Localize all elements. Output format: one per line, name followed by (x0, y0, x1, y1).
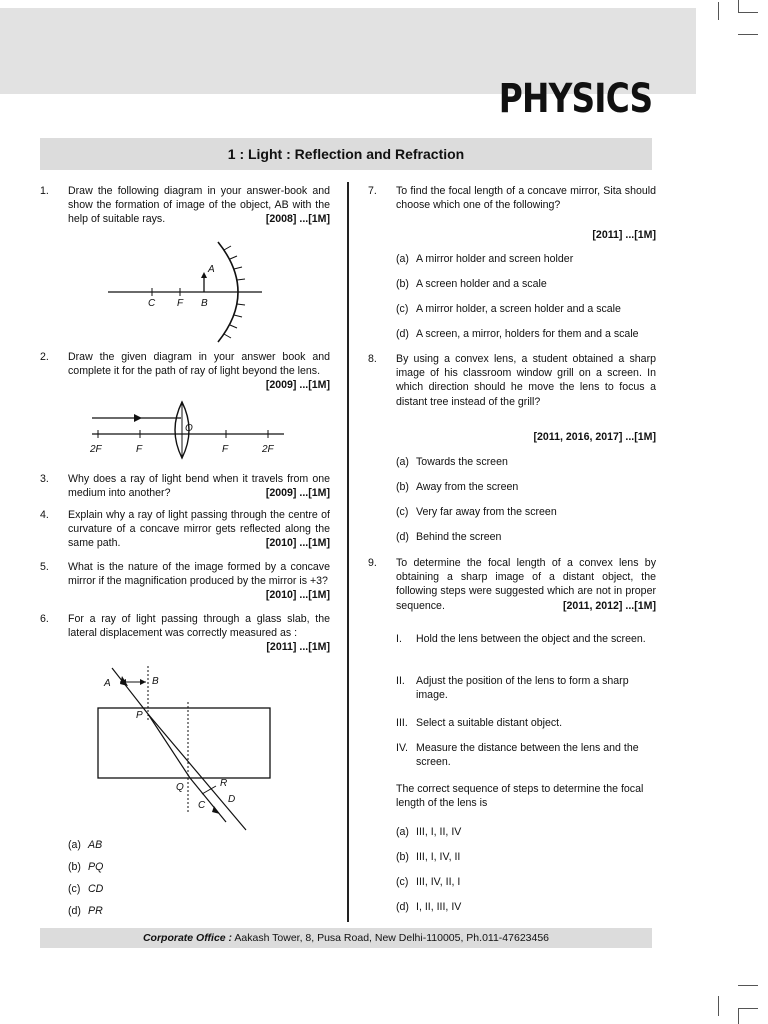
question-text: To determine the focal length of a convex lens by obtaining a sharp image of a distant object, the following steps were suggested which are not in proper sequence. (396, 557, 656, 612)
question-tag: [2010] ...[1M] (265, 537, 330, 550)
question-tag: [2009] ...[1M] (265, 487, 330, 500)
left-column (40, 184, 330, 924)
binder-mark (718, 2, 719, 20)
option-item[interactable]: (c) A mirror holder, a screen holder and a scale (396, 303, 621, 315)
concave-mirror-diagram (100, 236, 270, 346)
point-label: O (185, 423, 193, 434)
option-item[interactable]: (d) PR (68, 905, 103, 917)
question-text: For a ray of light passing through a glass slab, the lateral displacement was correctly measured as : (68, 613, 330, 640)
option-item[interactable]: (a) Towards the screen (396, 456, 508, 468)
point-label: B (152, 676, 159, 687)
right-column (368, 184, 656, 924)
chapter-title: 1 : Light : Reflection and Refraction (40, 138, 652, 170)
glass-slab-diagram (90, 662, 280, 838)
point-label: B (201, 298, 208, 309)
question-1: 1. Draw the following diagram in your answer-book and show the formation of image of the object, AB with the help of suitable rays. [2008] ...[1M] (40, 185, 330, 226)
footer-label: Corporate Office : (142, 932, 233, 944)
question-6: 6. For a ray of light passing through a glass slab, the lateral displacement was correctly measured as : [2011] ...[1M] (40, 613, 330, 654)
question-5: 5. What is the nature of the image formed by a concave mirror if the magnification produced by the mirror is +3? [2010] ...[1M] (40, 561, 330, 602)
question-tag: [2011] ...[1M] (266, 641, 330, 654)
question-prompt: The correct sequence of steps to determine the focal length of the lens is (396, 783, 644, 810)
step-item: I. Hold the lens between the object and the screen. (396, 633, 646, 645)
question-tag: [2011, 2016, 2017] ...[1M] (533, 431, 656, 443)
point-label: F (177, 298, 184, 309)
point-label: P (136, 710, 143, 721)
column-divider (347, 182, 349, 922)
point-label: F (136, 444, 143, 455)
binder-mark (738, 12, 758, 13)
footer-address: Aakash Tower, 8, Pusa Road, New Delhi-110005, Ph.011-47623456 (234, 932, 550, 944)
question-tag: [2011, 2012] ...[1M] (562, 599, 656, 612)
point-label: C (198, 800, 206, 811)
subject-title: PHYSICS (498, 76, 652, 122)
question-3: 3. Why does a ray of light bend when it travels from one medium into another? [2009] ...[1M] (40, 473, 330, 500)
question-tag: [2008] ...[1M] (265, 213, 330, 226)
option-item[interactable]: (d) I, II, III, IV (396, 901, 462, 913)
point-label: 2F (262, 444, 274, 455)
option-item[interactable]: (d) Behind the screen (396, 531, 502, 543)
option-item[interactable]: (d) A screen, a mirror, holders for them and a scale (396, 328, 639, 340)
question-4: 4. Explain why a ray of light passing through the centre of curvature of a concave mirror gets reflected along the same path. [2010] ...[1M] (40, 509, 330, 550)
step-item: III. Select a suitable distant object. (396, 717, 563, 729)
question-text: What is the nature of the image formed by a concave mirror if the magnification produced by the mirror is +3? (68, 561, 330, 588)
point-label: F (222, 444, 229, 455)
binder-mark (738, 34, 758, 35)
question-9: 9. To determine the focal length of a convex lens by obtaining a sharp image of a distant object, the following steps were suggested which are not in proper sequence. [2011, 2012] ...[1M] (368, 557, 656, 612)
binder-mark (738, 1008, 739, 1024)
question-8: 8. By using a convex lens, a student obtained a sharp image of his classroom window grill on a screen. In which direction should he move the lens to focus a distant tree instead of the grill? (368, 353, 656, 408)
point-label: Q (176, 782, 184, 793)
question-tag: [2009] ...[1M] (265, 379, 330, 392)
option-item[interactable]: (a) A mirror holder and screen holder (396, 253, 574, 265)
question-tag: [2010] ...[1M] (265, 589, 330, 602)
step-item: II. Adjust the position of the lens to form a sharp image. (396, 675, 629, 702)
binder-mark (718, 996, 719, 1016)
option-item[interactable]: (a) III, I, II, IV (396, 826, 462, 838)
question-text: Why does a ray of light bend when it travels from one medium into another? (68, 473, 330, 500)
question-tag: [2011] ...[1M] (592, 229, 656, 241)
option-item[interactable]: (b) PQ (68, 861, 104, 873)
binder-mark (738, 985, 758, 986)
point-label: D (228, 794, 236, 805)
point-label: C (148, 298, 156, 309)
question-text: Draw the following diagram in your answer-book and show the formation of image of the object, AB with the help of suitable rays. (68, 185, 330, 226)
option-item[interactable]: (c) Very far away from the screen (396, 506, 557, 518)
point-label: R (220, 778, 228, 789)
question-2: 2. Draw the given diagram in your answer book and complete it for the path of ray of light beyond the lens. [2009] ...[1M] (40, 351, 330, 392)
question-text: To find the focal length of a concave mirror, Sita should choose which one of the following? (396, 185, 656, 212)
question-7: 7. To find the focal length of a concave mirror, Sita should choose which one of the following? (368, 185, 656, 212)
binder-mark (738, 0, 739, 12)
convex-lens-diagram (88, 398, 288, 460)
question-text: By using a convex lens, a student obtained a sharp image of his classroom window grill on a screen. In which direction should he move the lens to focus a distant tree instead of the grill? (396, 353, 656, 408)
footer (40, 928, 652, 948)
option-item[interactable]: (b) Away from the screen (396, 481, 519, 493)
option-item[interactable]: (a) AB (68, 839, 103, 851)
step-item: IV. Measure the distance between the lens and the screen. (396, 742, 639, 769)
point-label: 2F (90, 444, 102, 455)
point-label: A (208, 264, 215, 275)
binder-mark (738, 1008, 758, 1009)
point-label: A (104, 678, 111, 689)
option-item[interactable]: (b) III, I, IV, II (396, 851, 461, 863)
option-item[interactable]: (c) CD (68, 883, 104, 895)
option-item[interactable]: (c) III, IV, II, I (396, 876, 461, 888)
question-text: Draw the given diagram in your answer book and complete it for the path of ray of light beyond the lens. (68, 351, 330, 378)
option-item[interactable]: (b) A screen holder and a scale (396, 278, 547, 290)
question-text: Explain why a ray of light passing through the centre of curvature of a concave mirror gets reflected along the same path. (68, 509, 330, 550)
